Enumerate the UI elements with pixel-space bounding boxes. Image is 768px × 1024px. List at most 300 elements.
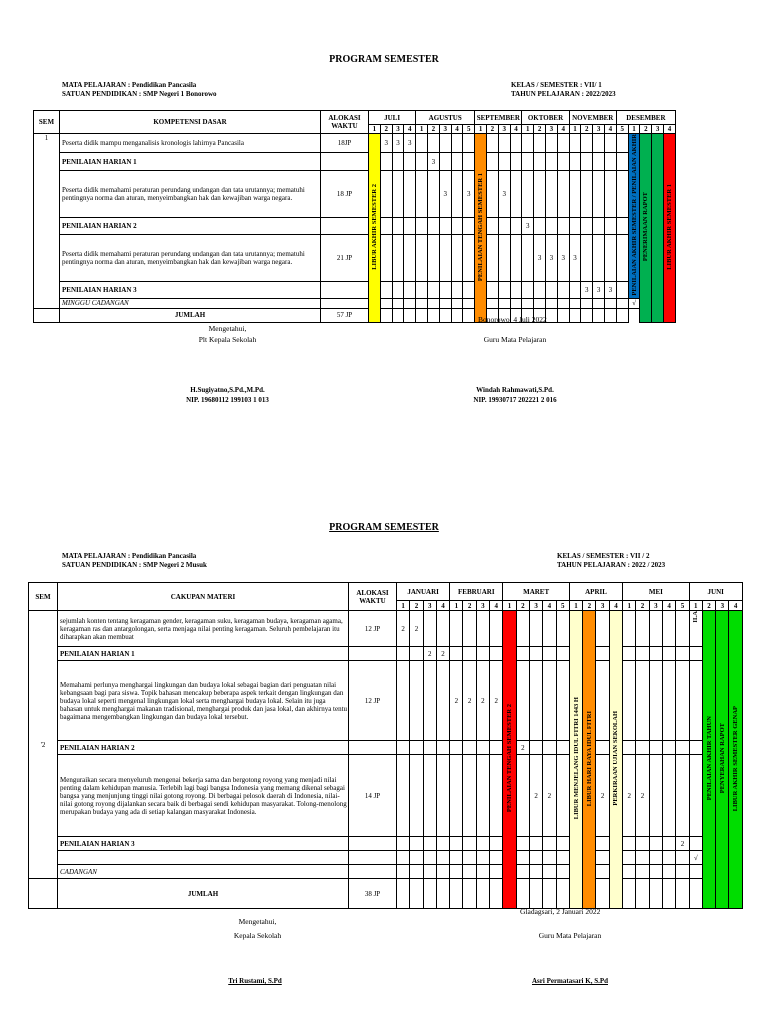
d2-cell [490,851,503,865]
d2-cell: 2 [596,755,609,837]
doc2-meta-left [62,552,207,570]
d1-cell: 3 [545,234,557,281]
d2-band-25 [716,611,729,909]
d2-cell [529,865,542,879]
d2-cell [476,879,489,909]
d1-cell [487,171,499,218]
d2-cell [476,755,489,837]
d2-cell [676,865,689,879]
d1-cell [487,134,499,153]
doc2-place-date: Gladagsari, 2 Januari 2022 [520,907,601,916]
d1-cell [545,308,557,322]
d1-cell [616,234,628,281]
d2-cell [436,865,449,879]
d2-cell [663,851,676,865]
d2-cell [436,851,449,865]
d1-cell [605,218,617,235]
d1-row-2-materi: PENILAIAN HARIAN 1 [60,153,321,171]
d2-cell [676,661,689,741]
d2-cell [397,837,410,851]
d1-cell [616,298,628,308]
d2-jumlah-label: JUMLAH [58,879,349,909]
d2-row-8 [29,865,743,879]
d1-cell [545,153,557,171]
d2-row-3-materi: Memahami perlunya menghargai lingkungan dan budaya lokal sebagai bagian dari penguatan nilai kebangsaan bagi para siswa. Topik bahasan mencakup beberapa aspek terkait dengan lingkungan dan budaya lokal seperti mengenal lingkungan lokal serta menghargai budaya lokal. Selain itu juga bahasan untuk menghargai makanan tradisional, menghargai produk dan jasa lokal, dan akhirnya tentu bagaimana mengembangkan lingkungan dan budaya lokal tersebut. [58,661,349,741]
d1-cell [510,234,522,281]
doc2-left-sig-l1: Mengetahui, [238,917,277,926]
doc1-body [34,134,676,323]
d1-cell [593,171,605,218]
d2-cell [463,865,476,879]
d2-cell [423,837,436,851]
d2-cell [689,611,702,647]
d1-cell [439,308,451,322]
d1-cell: 3 [557,234,569,281]
d1-row-3-materi: Peserta didik memahami peraturan perundang undangan dan tata urutannya; mematuhi pentingnya norma dan aturan, menyeimbangkan hak dan kewajiban warga negara. [60,171,321,218]
d2-cell: 2 [516,741,529,755]
d1-cell [416,308,428,322]
d1-cell [593,153,605,171]
d2-cell [516,851,529,865]
d2-cell [516,879,529,909]
d2-row-6-materi: PENILAIAN HARIAN 3 [58,837,349,851]
d1-cell [416,171,428,218]
d2-cell [543,879,556,909]
d1-cell [463,234,475,281]
d2-cell [490,879,503,909]
d1-cell [545,134,557,153]
d2-cell: 2 [423,647,436,661]
doc2-month-feb: FEBRUARI [450,583,503,601]
d2-week-18: 1 [623,601,636,611]
d2-cell [663,865,676,879]
d2-cell [410,755,423,837]
d2-cell [596,661,609,741]
d2-cell [623,661,636,741]
d2-cell [436,879,449,909]
d1-week-8: 4 [451,125,463,134]
d2-row-4 [29,741,743,755]
d1-row-7-materi: MINGGU CADANGAN [60,298,321,308]
d1-cell [404,218,416,235]
d2-cell [476,647,489,661]
d1-week-21: 4 [605,125,617,134]
d2-cell [623,879,636,909]
d1-cell [392,282,404,299]
d1-cell [581,218,593,235]
d2-cell [423,661,436,741]
d2-cell [636,647,649,661]
d2-cell [623,647,636,661]
d2-cell [450,741,463,755]
d2-band-9 [503,611,516,909]
d2-cell [663,647,676,661]
d1-row-2-jp [321,153,369,171]
d2-cell [636,741,649,755]
d1-cell [510,153,522,171]
d1-cell: 3 [463,171,475,218]
d2-cell [463,611,476,647]
d2-cell [490,837,503,851]
d2-cell [623,865,636,879]
d1-row-6-materi: PENILAIAN HARIAN 3 [60,282,321,299]
d2-jumlah-empty [29,879,58,909]
d1-week-5: 1 [416,125,428,134]
d1-jumlah-empty [34,308,60,322]
d1-cell [380,218,392,235]
d2-cell [596,879,609,909]
d1-cell [616,218,628,235]
d2-cell [636,865,649,879]
d2-week-20: 3 [649,601,662,611]
d1-jumlah-row [34,308,676,322]
d2-band-14 [569,611,582,909]
d1-cell [428,234,440,281]
d2-cell [596,611,609,647]
d1-cell [380,282,392,299]
d2-cell [410,661,423,741]
doc1-month-sep: SEPTEMBER [475,111,522,125]
d2-cell [543,611,556,647]
d2-cell [649,661,662,741]
d2-cell: 2 [490,661,503,741]
d1-cell [416,153,428,171]
d1-cell [605,134,617,153]
d1-sem-value: 1 [34,134,60,309]
d1-cell [605,171,617,218]
d2-cell [436,837,449,851]
d1-band-label-24: PENERIMAAN RAPOT [642,192,650,262]
d2-row-4-materi: PENILAIAN HARIAN 2 [58,741,349,755]
d2-cell [649,611,662,647]
d1-cell: 3 [439,171,451,218]
d1-cell [463,282,475,299]
d1-cell [569,134,581,153]
doc1-month-oct: OKTOBER [522,111,569,125]
d1-row-4-materi: PENILAIAN HARIAN 2 [60,218,321,235]
doc2-month-jan: JANUARI [397,583,450,601]
d1-cell [522,134,534,153]
d2-cell: √ [689,851,702,865]
d2-row-5 [29,755,743,837]
d2-cell [397,661,410,741]
d2-cell [676,851,689,865]
d1-cell [557,134,569,153]
d2-row-6 [29,837,743,851]
d2-cell [556,611,569,647]
d2-week-3: 3 [423,601,436,611]
doc2-school: SATUAN PENDIDIKAN : SMP Negeri 2 Musuk [62,561,207,569]
d2-week-17: 4 [609,601,622,611]
d2-ila-label: ILA [692,611,700,623]
d2-cell [663,837,676,851]
d1-cell: 3 [428,153,440,171]
d2-cell [423,851,436,865]
d1-row-3 [34,171,676,218]
d2-cell [423,755,436,837]
d2-cell: 2 [463,661,476,741]
d1-band-23 [628,134,640,299]
d2-week-25: 3 [716,601,729,611]
d2-band-label-24: PENILAIAN AKHIR TAHUN [705,716,713,801]
d2-cell [689,741,702,755]
d2-week-12: 4 [543,601,556,611]
d2-cell [516,611,529,647]
d2-cell [623,611,636,647]
d2-cell [649,879,662,909]
doc2-right-sig-name: Asri Permatasari K, S.Pd [531,977,608,985]
d2-cell [490,741,503,755]
d1-cell [463,218,475,235]
d2-cell [450,879,463,909]
d1-week-14: 1 [522,125,534,134]
d2-cell [516,865,529,879]
d1-cell [451,218,463,235]
d2-cell [689,837,702,851]
d2-cell [636,611,649,647]
d1-cell [545,298,557,308]
d1-cell [593,134,605,153]
d1-cell [510,134,522,153]
d1-cell [439,218,451,235]
d1-cell [522,234,534,281]
d1-week-12: 3 [498,125,510,134]
d1-cell [463,153,475,171]
d2-cell [676,879,689,909]
d1-cell [605,153,617,171]
d1-cell [581,171,593,218]
d1-cell [581,298,593,308]
d2-cell [410,879,423,909]
d1-cell [463,308,475,322]
d1-week-4: 4 [404,125,416,134]
d1-cell [510,282,522,299]
d1-cell [569,282,581,299]
d2-band-label-26: LIBUR AKHIR SEMESTER GENAP [732,705,740,812]
d1-cell [498,298,510,308]
d2-row-3 [29,661,743,741]
doc1-month-aug: AGUSTUS [416,111,475,125]
d1-row-5-materi: Peserta didik memahami peraturan perundang undangan dan tata urutannya; mematuhi pentingnya norma dan aturan, menyeimbangkan hak dan kewajiban warga negara. [60,234,321,281]
d1-row-5-jp: 21 JP [321,234,369,281]
d2-cell [596,647,609,661]
doc2-meta-right [557,552,665,570]
d2-cell: 2 [436,647,449,661]
d2-cell [463,851,476,865]
d1-cell [498,134,510,153]
d1-week-17: 4 [557,125,569,134]
d1-cell [392,171,404,218]
doc1-place-date: Bonorowo, 4 Juli 2022 [478,315,547,324]
doc1-left-sig-name: H.Sugiyatno,S.Pd.,M.Pd. [190,386,265,394]
d2-sem-value: '2 [29,611,58,879]
d1-jumlah-label: JUMLAH [60,308,321,322]
d1-week-25: 3 [652,125,664,134]
d2-cell [676,647,689,661]
d1-cell [380,308,392,322]
d1-cell [439,134,451,153]
d1-cell [451,298,463,308]
d2-cell [490,611,503,647]
d1-cell [487,282,499,299]
d2-cell [436,741,449,755]
d1-week-13: 4 [510,125,522,134]
d1-cell [498,218,510,235]
doc1-month-jul: JULI [369,111,416,125]
d2-cell [649,755,662,837]
d2-cell [397,755,410,837]
d1-band-1 [369,134,381,323]
d2-cell [556,837,569,851]
d2-cell [516,837,529,851]
doc1-table [33,110,676,323]
d1-row-4 [34,218,676,235]
d1-cell [569,298,581,308]
d1-week-22: 5 [616,125,628,134]
doc1-school: SATUAN PENDIDIKAN : SMP Negeri 1 Bonorowo [62,90,217,98]
doc2-title: PROGRAM SEMESTER [329,522,439,533]
d1-cell [428,298,440,308]
d1-cell: 3 [522,218,534,235]
d2-cell [556,865,569,879]
d2-row-6-jp [349,837,397,851]
d2-cell: 2 [450,661,463,741]
doc2-left-sig-name: Tri Rustami, S.Pd [228,977,282,985]
d1-row-7 [34,298,676,308]
d2-cell [410,865,423,879]
d1-cell [404,171,416,218]
d2-row-2-jp [349,647,397,661]
d1-row-3-jp: 18 JP [321,171,369,218]
d1-week-6: 2 [428,125,440,134]
d1-cell [498,153,510,171]
d1-cell [498,234,510,281]
doc1-year: TAHUN PELAJARAN : 2022/2023 [511,90,616,98]
d1-row-7-jp [321,298,369,308]
d2-week-15: 2 [583,601,596,611]
d2-cell [423,741,436,755]
d2-cell [397,741,410,755]
d1-band-label-23: PENILAIAN AKHIR SEMESTER / PENILAIAN AKHIR [630,134,638,296]
d1-cell [498,282,510,299]
d2-row-7-jp [349,851,397,865]
d2-cell [623,837,636,851]
d2-cell [529,661,542,741]
d2-band-26 [729,611,742,909]
d2-cell [410,837,423,851]
doc2-class: KELAS / SEMESTER : VII / 2 [557,552,650,560]
d1-row-1-jp: 18JP [321,134,369,153]
d1-cell [605,298,617,308]
d1-cell: 3 [404,134,416,153]
d2-row-4-jp [349,741,397,755]
d1-cell [581,308,593,322]
d1-cell [428,134,440,153]
d2-cell [596,741,609,755]
d1-cell [593,218,605,235]
d2-cell: 2 [397,611,410,647]
doc1-right-sig-name: Windah Rahmawati,S.Pd. [476,386,554,394]
d2-cell [450,611,463,647]
d2-cell [410,851,423,865]
d1-cell [439,153,451,171]
d1-cell [534,298,546,308]
d2-row-5-materi: Menguraikan secara menyeluruh mengenai bekerja sama dan bergotong royong yang menjadi nilai penting dalam kehidupan manusia. Terlebih lagi bagi bangsa Indonesia yang memang dikenal sebagai bangsa yang menjunjung tinggi nilai gotong royong. Di berbagai pelosok daerah di Indonesia, nilai-nilai gotong royong dijalankan secara baik di berbagai sendi kehidupan masyarakat. Tolong-menolong merupakan budaya yang ada di setiap kalangan masyarakat Indonesia. [58,755,349,837]
d1-week-3: 3 [392,125,404,134]
d2-cell [397,851,410,865]
d2-week-5: 1 [450,601,463,611]
d2-cell [689,647,702,661]
d2-cell: 2 [636,755,649,837]
d2-cell [529,879,542,909]
d2-row-1 [29,611,743,647]
d1-band-10 [475,134,487,323]
d1-cell [392,218,404,235]
d1-cell [616,171,628,218]
d2-cell [516,661,529,741]
d2-cell [463,647,476,661]
d2-cell [689,755,702,837]
d2-week-4: 4 [436,601,449,611]
d2-cell [476,611,489,647]
d2-cell: 2 [623,755,636,837]
doc1-month-nov: NOVEMBER [569,111,616,125]
doc2-month-apr: APRIL [569,583,622,601]
d1-cell [569,171,581,218]
d2-cell [543,837,556,851]
d1-cell [581,234,593,281]
d1-cell [510,218,522,235]
d2-cell [636,879,649,909]
d1-cell [404,298,416,308]
d2-cell [450,865,463,879]
d1-cell [522,298,534,308]
d1-cell: 3 [581,282,593,299]
d2-cell [490,647,503,661]
d1-cell: 3 [593,282,605,299]
d2-cell [476,851,489,865]
d2-cell [663,741,676,755]
d2-cell [490,755,503,837]
d1-cell [616,308,628,322]
d2-cell [450,647,463,661]
d1-cell [605,308,617,322]
doc1-alokasi-header: ALOKASI WAKTU [321,111,369,134]
d2-cell [397,865,410,879]
d2-week-13: 5 [556,601,569,611]
d2-cell [649,865,662,879]
d2-cell [689,661,702,741]
doc2-month-mar: MARET [503,583,570,601]
d2-jumlah-value: 38 JP [349,879,397,909]
d2-cell [676,611,689,647]
d1-cell [616,134,628,153]
d1-week-1: 1 [369,125,381,134]
d1-row-6 [34,282,676,299]
d1-cell [416,134,428,153]
d2-cell [556,851,569,865]
d2-band-label-9: PENILAIAN TENGAH SEMESTER 2 [506,704,514,813]
d1-cell [380,298,392,308]
d2-cell [516,755,529,837]
d2-cell [543,851,556,865]
d2-cell [623,741,636,755]
d1-week-26: 4 [664,125,676,134]
d1-cell [380,234,392,281]
d2-cell [436,661,449,741]
d1-week-24: 2 [640,125,652,134]
d1-cell [522,171,534,218]
